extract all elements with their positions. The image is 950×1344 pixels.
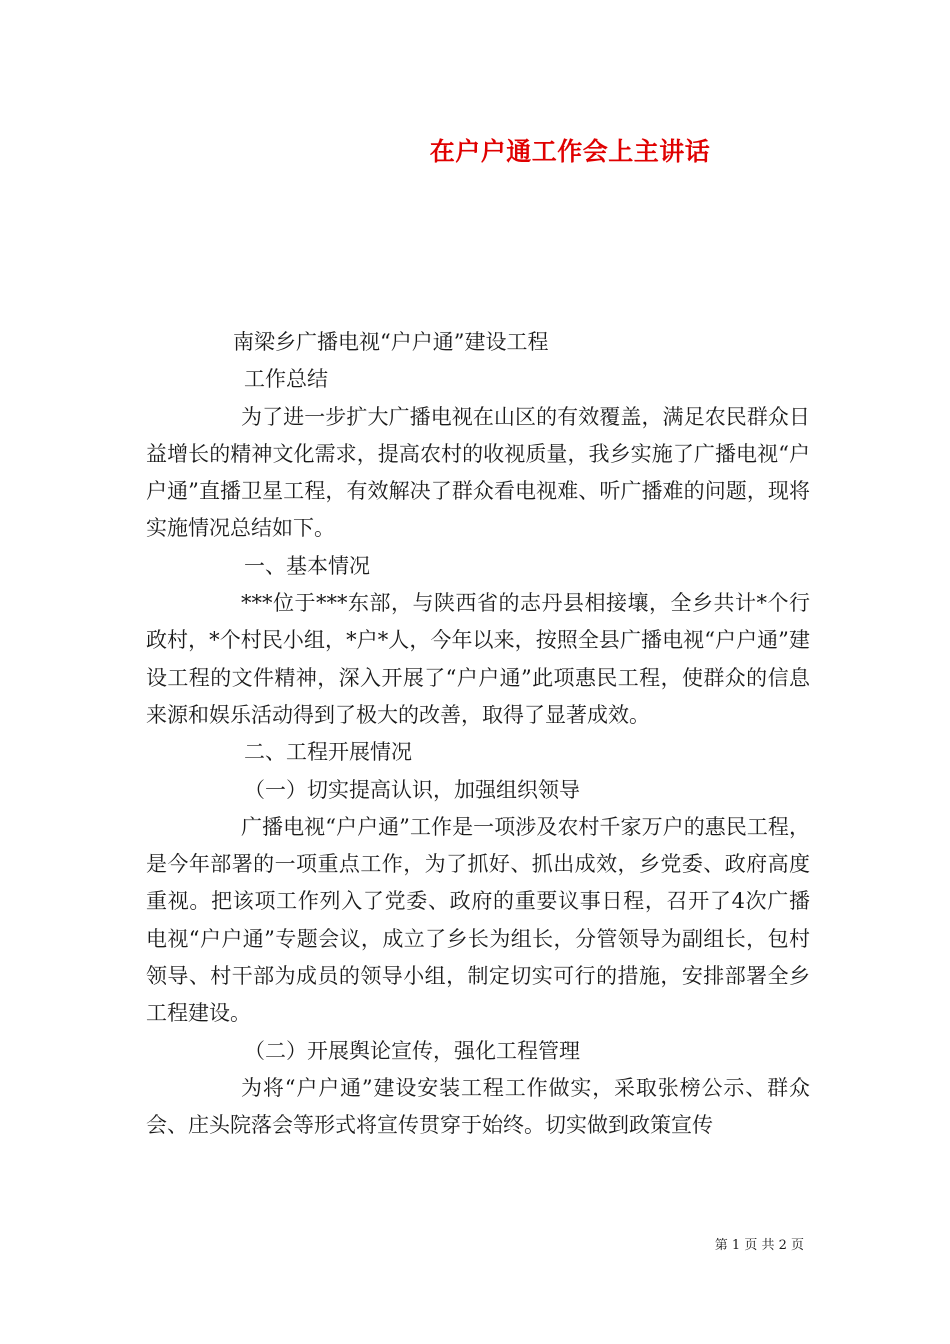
section-1-paragraph: ***位于***东部，与陕西省的志丹县相接壤，全乡共计*个行政村，*个村民小组，*户*人，今年以来，按照全县广播电视“户户通”建设工程的文件精神，深入开展了“户户通”此项惠民工程，使群众的信息来源和娱乐活动得到了极大的改善，取得了显著成效。 [146,591,810,727]
intro-paragraph: 为了进一步扩大广播电视在山区的有效覆盖，满足农民群众日益增长的精神文化需求，提高农村的收视质量，我乡实施了广播电视“户户通”直播卫星工程，有效解决了群众看电视难、听广播难的问题，现将实施情况总结如下。 [146,404,810,541]
document-title: 在户户通工作会上主讲话 [429,137,711,166]
section-2-heading: 二、工程开展情况 [244,740,412,765]
page-number-footer: 第 1 页 共 2 页 [714,1238,804,1253]
subsection-2-heading: （二）开展舆论宣传，强化工程管理 [244,1038,580,1063]
subsection-1-paragraph: 广播电视“户户通”工作是一项涉及农村千家万户的惠民工程，是今年部署的一项重点工作，为了抓好、抓出成效，乡党委、政府高度重视。把该项工作列入了党委、政府的重要议事日程，召开了4次广播电视“户户通”专题会议，成立了乡长为组长，分管领导为副组长，包村领导、村干部为成员的领导小组，制定切实可行的措施，安排部署全乡工程建设。 [146,814,810,1026]
subsection-1-heading: （一）切实提高认识，加强组织领导 [244,777,580,802]
subtitle-line-2: 工作总结 [244,367,328,392]
subtitle-line-1: 南梁乡广播电视“户户通”建设工程 [233,330,549,354]
subsection-2-paragraph: 为将“户户通”建设安装工程工作做实，采取张榜公示、群众会、庄头院落会等形式将宣传贯穿于始终。切实做到政策宣传 [146,1075,810,1138]
document-body [146,324,810,1145]
section-1-heading: 一、基本情况 [244,553,370,578]
